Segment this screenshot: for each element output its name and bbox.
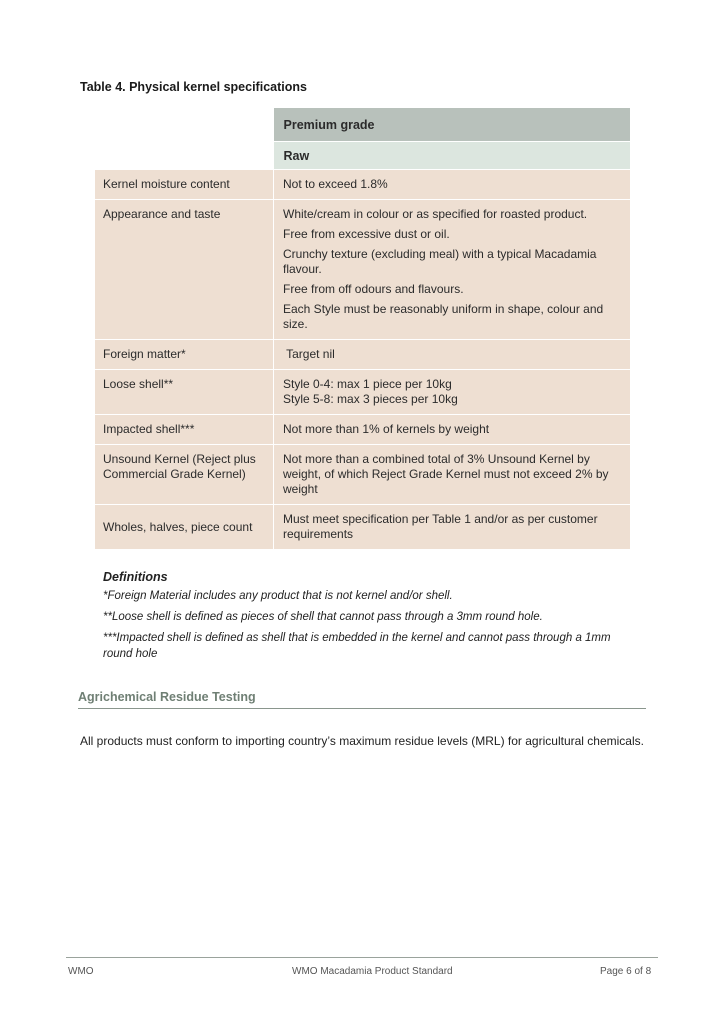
table-header-row	[95, 108, 630, 142]
table-row	[95, 370, 630, 415]
definitions-title: Definitions	[103, 570, 168, 584]
row-value-line: Not to exceed 1.8%	[283, 177, 388, 191]
row-value-line: White/cream in colour or as specified for roasted product.	[283, 207, 588, 221]
row-label: Foreign matter*	[95, 340, 274, 370]
row-value-line: Not more than 1% of kernels by weight	[283, 422, 490, 436]
definition-item: *Foreign Material includes any product that is not kernel and/or shell.	[103, 590, 453, 602]
row-label: Impacted shell***	[95, 415, 274, 445]
footer-divider	[66, 957, 658, 958]
header-blank-cell	[95, 108, 274, 142]
table-row	[95, 415, 630, 445]
row-value-line: Free from excessive dust or oil.	[283, 227, 450, 241]
row-value	[274, 505, 631, 550]
footer-title: WMO Macadamia Product Standard	[292, 966, 453, 977]
footer-left: WMO	[68, 966, 94, 977]
row-label: Kernel moisture content	[95, 170, 274, 200]
row-value	[274, 445, 631, 505]
header-premium-grade: Premium grade	[274, 108, 631, 142]
row-value-line: Free from off odours and flavours.	[283, 282, 464, 296]
row-value-line: Each Style must be reasonably uniform in shape, colour and size.	[283, 302, 604, 331]
row-value-line: Style 0-4: max 1 piece per 10kg	[283, 377, 452, 391]
table-row	[95, 505, 630, 550]
row-value-line: Target nil	[283, 347, 335, 361]
row-value	[274, 170, 631, 200]
row-value-line: Not more than a combined total of 3% Unsound Kernel by weight, of which Reject Grade Kernel must not exceed 2% by weight	[283, 452, 609, 496]
table-row	[95, 200, 630, 340]
table-row	[95, 445, 630, 505]
subheader-blank-cell	[95, 142, 274, 170]
definition-item: **Loose shell is defined as pieces of shell that cannot pass through a 3mm round hole.	[103, 611, 543, 623]
table-row	[95, 340, 630, 370]
row-value-line: Must meet specification per Table 1 and/or as per customer requirements	[283, 512, 598, 541]
table-title: Table 4. Physical kernel specifications	[80, 80, 307, 94]
definition-item: ***Impacted shell is defined as shell that is embedded in the kernel and cannot pass through a 1mm round hole	[103, 632, 611, 660]
row-value	[274, 200, 631, 340]
row-label: Unsound Kernel (Reject plus Commercial Grade Kernel)	[95, 445, 274, 505]
definitions-block	[103, 569, 643, 667]
row-label: Loose shell**	[95, 370, 274, 415]
table-row	[95, 170, 630, 200]
row-value	[274, 370, 631, 415]
section-body: All products must conform to importing country’s maximum residue levels (MRL) for agricultural chemicals.	[80, 734, 644, 748]
row-label: Appearance and taste	[95, 200, 274, 340]
row-value	[274, 415, 631, 445]
row-label: Wholes, halves, piece count	[95, 505, 274, 550]
table-subheader-row	[95, 142, 630, 170]
row-value	[274, 340, 631, 370]
row-value-line: Style 5-8: max 3 pieces per 10kg	[283, 392, 458, 406]
kernel-spec-table	[95, 108, 630, 549]
row-value-line: Crunchy texture (excluding meal) with a typical Macadamia flavour.	[283, 247, 597, 276]
header-raw: Raw	[274, 142, 631, 170]
page-number: Page 6 of 8	[600, 966, 652, 977]
section-heading: Agrichemical Residue Testing	[78, 690, 646, 709]
